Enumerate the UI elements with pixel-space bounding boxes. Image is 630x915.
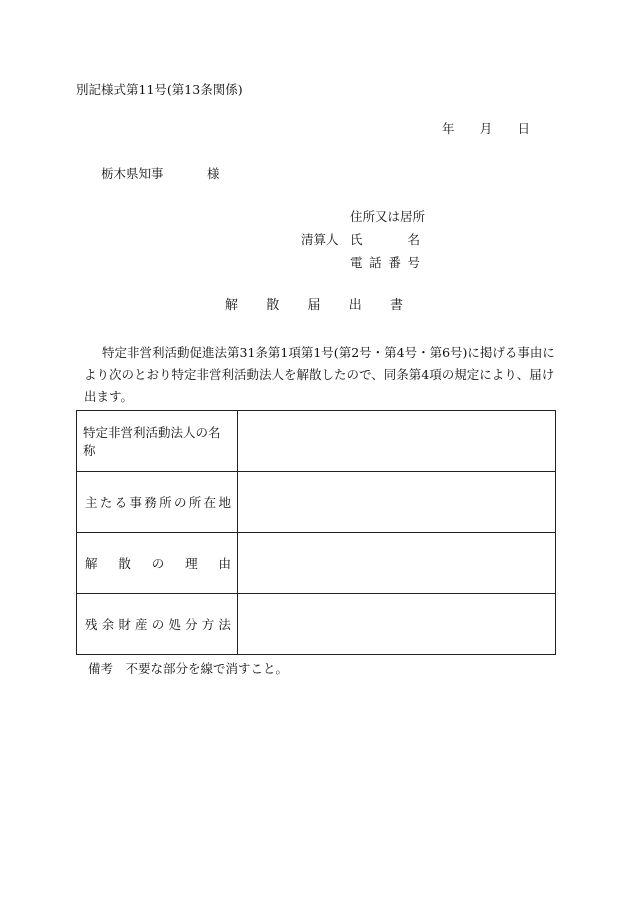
row-label-cell — [77, 411, 238, 472]
form-number: 別記様式第11号(第13条関係) — [76, 82, 243, 97]
row-label-cell — [77, 594, 238, 655]
dissolution-reason-field[interactable] — [238, 533, 556, 594]
residual-assets-field[interactable] — [238, 594, 556, 655]
applicant-role: 清算人 — [301, 232, 339, 247]
dissolution-reason-label: 解 散 の 理 由 — [85, 556, 231, 571]
date-year-label: 年 — [442, 121, 455, 136]
address-label: 住所又は居所 — [350, 209, 426, 224]
table-row — [77, 594, 556, 655]
table-row — [77, 533, 556, 594]
table-row — [77, 411, 556, 472]
addressee: 栃木県知事 — [101, 166, 164, 181]
date-line — [442, 123, 530, 136]
row-label-cell — [77, 472, 238, 533]
document-title: 解 散 届 出 書 — [225, 298, 403, 313]
note: 備考 不要な部分を線で消すこと。 — [88, 661, 289, 676]
residual-assets-label: 残 余 財 産 の 処 分 方 法 — [85, 617, 231, 632]
table-row — [77, 472, 556, 533]
honorific: 様 — [207, 166, 220, 181]
date-day-label: 日 — [517, 121, 530, 136]
date-month-label: 月 — [479, 121, 493, 136]
office-location-label: 主 た る 事 務 所 の 所 在 地 — [85, 495, 231, 510]
office-location-field[interactable] — [238, 472, 556, 533]
org-name-field[interactable] — [238, 411, 556, 472]
phone-label: 電 話 番 号 — [350, 255, 420, 270]
form-table — [76, 410, 556, 655]
org-name-label: 特定非営利活動法人の名称 — [83, 425, 221, 458]
body-text: 特定非営利活動促進法第31条第1項第1号(第2号・第4号・第6号)に掲げる事由により次のとおり特定非営利活動法人を解散したので、同条第4項の規定により、届け出ます。 — [84, 345, 555, 404]
row-label-cell — [77, 533, 238, 594]
name-label: 氏 名 — [350, 232, 420, 247]
